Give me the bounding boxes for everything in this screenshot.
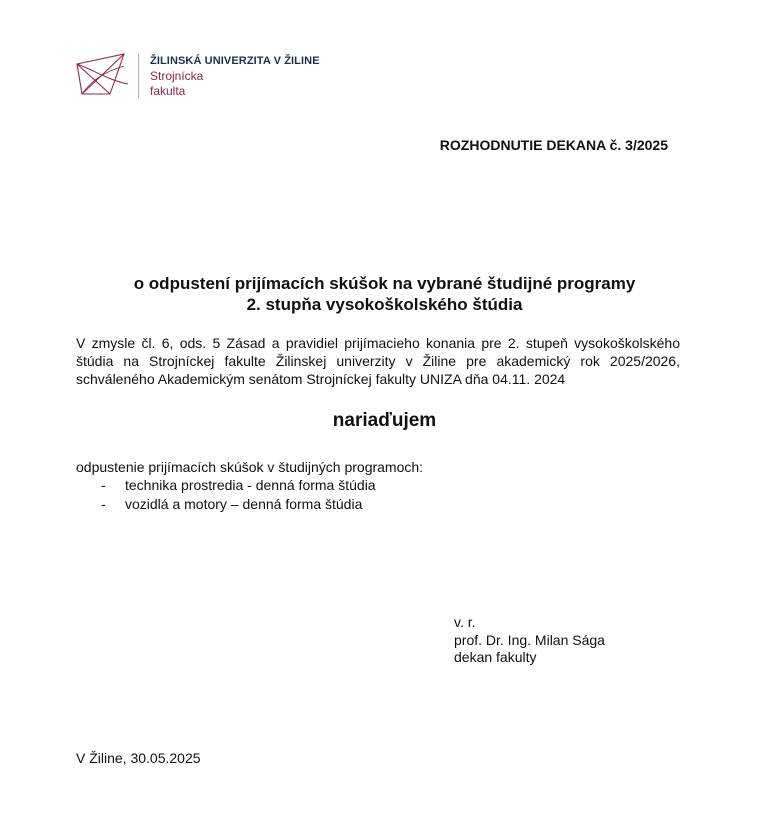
faculty-name-line1: Strojnícka — [150, 69, 204, 83]
list-item — [76, 476, 376, 495]
logo-divider — [138, 54, 139, 98]
program-list — [76, 476, 376, 513]
list-bullet: - — [101, 495, 106, 512]
decision-title: ROZHODNUTIE DEKANA č. 3/2025 — [439, 137, 668, 153]
faculty-logo — [74, 50, 324, 102]
list-item — [76, 495, 376, 514]
program-name: technika prostredia - denná forma štúdia — [125, 477, 376, 493]
logo-text — [150, 54, 320, 99]
faculty-name-line2: fakulta — [150, 84, 186, 98]
document-subject — [0, 273, 769, 315]
subject-line-1: o odpustení prijímacích skúšok na vybrané študijné programy — [133, 274, 636, 293]
subject-line-2: 2. stupňa vysokoškolského štúdia — [246, 295, 523, 314]
program-name: vozidlá a motory – denná forma štúdia — [125, 495, 363, 512]
order-heading: nariaďujem — [332, 410, 437, 431]
university-name: ŽILINSKÁ UNIVERZITA V ŽILINE — [150, 55, 320, 67]
list-bullet: - — [101, 477, 106, 493]
signatory-name: prof. Dr. Ing. Milan Sága — [454, 631, 605, 648]
university-emblem-icon — [74, 50, 130, 100]
programs-intro: odpustenie prijímacích skúšok v študijných programoch: — [76, 459, 424, 475]
signature-vr: v. r. — [454, 614, 476, 630]
signature-block — [454, 614, 605, 667]
signatory-role: dekan fakulty — [454, 649, 537, 665]
intro-paragraph: V zmysle čl. 6, ods. 5 Zásad a pravidiel prijímacieho konania pre 2. stupeň vysokoškolského štúdia na Strojníckej fakulte Žilinskej univerzity v Žiline pre akademický rok 2025/2026, schváleného Akademickým senátom Strojníckej fakulty UNIZA dňa 04.11. 2024 — [76, 335, 680, 387]
place-date: V Žiline, 30.05.2025 — [76, 750, 201, 766]
